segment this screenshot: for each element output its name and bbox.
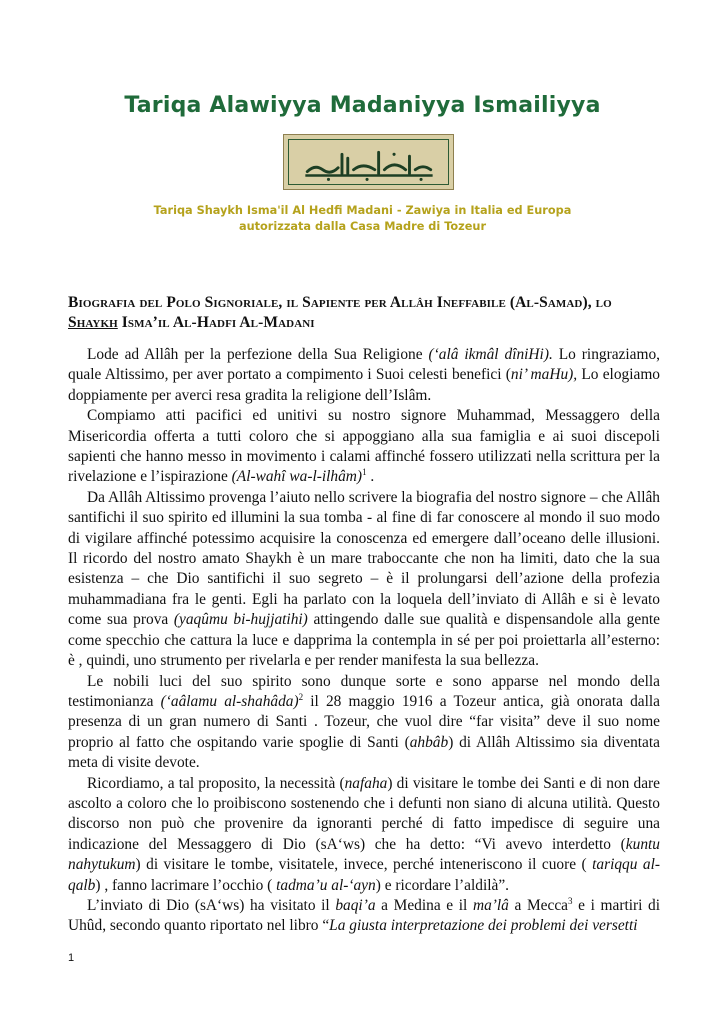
paragraph-4 bbox=[68, 672, 660, 774]
arabic-term: tariqqu al-qalb bbox=[68, 856, 660, 894]
arabic-term: nafaha bbox=[344, 774, 388, 792]
text: ) di visitare le tombe, visitatele, invece, perché inteneriscono il cuore ( bbox=[135, 856, 593, 874]
paragraph-2 bbox=[68, 406, 660, 488]
text: ) di Allâh Altissimo sia diventata meta di visite devote. bbox=[68, 733, 660, 772]
paragraph-1 bbox=[68, 345, 660, 406]
arabic-term: tadma’u al-‘ayn bbox=[276, 876, 376, 894]
text: Lode ad Allâh per la perfezione della Sua Religione bbox=[87, 346, 429, 363]
arabic-term: (‘aâlamu al-shahâda) bbox=[160, 692, 299, 710]
zawiya-seal-logo bbox=[283, 134, 454, 190]
text: ) di visitare le tombe dei Santi e di non dare ascolto a coloro che lo proibiscono sostenendo che i defunti non siano di alcuna utilità. Questo discorso non può che provenire da ignoranti perché di fatto impedisce di seguire una indicazione del Messaggero di Dio (sA‘ws) che ha detto: “Vi avevo interdetto ( bbox=[68, 774, 660, 853]
text: L’inviato di Dio (sA‘ws) ha visitato il bbox=[87, 896, 336, 914]
document-title bbox=[68, 293, 658, 333]
paragraph-3 bbox=[68, 488, 660, 672]
text: Compiamo atti pacifici ed unitivi su nostro signore Muhammad, Messaggero della Misericordia offerta a tutti coloro che si appoggiano alla sua famiglia e ai suoi discepoli sapienti che hanno messo in movimento i calami affinché fossero utilizzati nella scrittura per la rivelazione e l’ispirazione bbox=[68, 407, 660, 486]
arabic-term: ahbâb bbox=[409, 733, 449, 751]
arabic-term: (Al-wahî wa-l-ilhâm) bbox=[231, 468, 363, 486]
text: Lo elogiamo doppiamente per averci resa gradita la religione dell’Islâm. bbox=[68, 366, 660, 404]
text: attingendo dalle sue qualità e dispensandole alla gente come specchio che cattura la luce e dapprima la contempla in sé per poi proiettarla all’esterno: è , quindi, uno strumento per rivelarla e per render manifesta la sua bellezza. bbox=[68, 611, 660, 670]
arabic-term: (yaqûmu bi-hujjatihi) bbox=[173, 611, 308, 629]
paragraph-5 bbox=[68, 774, 660, 896]
title-shaykh-underlined: Shaykh bbox=[68, 314, 118, 331]
text: a Mecca bbox=[508, 896, 568, 914]
page-number: 1 bbox=[68, 952, 75, 964]
text: a Medina e il bbox=[375, 896, 473, 914]
title-line2: Isma’il Al-Hadfi Al-Madani bbox=[117, 314, 315, 331]
header-subtitle-line1: Tariqa Shaykh Isma'il Al Hedfi Madani - Zawiya in Italia ed Europa bbox=[153, 204, 572, 217]
text: il 28 maggio 1916 a Tozeur antica, già onorata dalla presenza di un gran numero di Santi . Tozeur, che vuol dire “far visita” deve il suo nome proprio al fatto che ospitando varie spoglie di Santi ( bbox=[68, 692, 661, 751]
arabic-term: baqi’a bbox=[335, 896, 376, 914]
text: Lo ringraziamo, quale Altissimo, per aver portato a compimento i Suoi celesti benefici ( bbox=[68, 346, 660, 384]
text: ) e ricordare l’aldilà”. bbox=[375, 876, 510, 894]
header-subtitle-line2: autorizzata dalla Casa Madre di Tozeur bbox=[238, 220, 487, 233]
title-line1: Biografia del Polo Signoriale, il Sapiente per Allâh Ineffabile (Al-Samad), lo bbox=[68, 294, 612, 311]
arabic-term: ma’lâ bbox=[472, 896, 509, 914]
arabic-calligraphy-logo bbox=[284, 135, 453, 189]
text: ) , fanno lacrimare l’occhio ( bbox=[95, 876, 277, 894]
footnote-ref: 2 bbox=[298, 691, 304, 702]
text: Da Allâh Altissimo provenga l’aiuto nello scrivere la biografia del nostro signore – che Allâh santifichi il suo spirito ed illumini la sua tomba - al fine di far conoscere al mondo il suo modo di vigilare affinché potessimo acquisire la conoscenza ed emergere dall’oceano delle illusioni. Il ricordo del nostro amato Shaykh è un mare traboccante che non ha limiti, dato che la sua esistenza – che Dio santifichi il suo segreto – è il prolungarsi dell’azione della profezia muhammadiana fra le genti. Egli ha parlato con la loquela dell’inviato di Allâh e si è levato come sua prova bbox=[68, 488, 660, 629]
arabic-term: (‘alâ ikmâl dîniHi). bbox=[428, 346, 553, 363]
book-title: La giusta interpretazione dei problemi dei versetti bbox=[329, 917, 638, 935]
arabic-term: kuntu nahytukum bbox=[68, 835, 660, 874]
text: . bbox=[366, 468, 375, 486]
text: Ricordiamo, a tal proposito, la necessità ( bbox=[87, 774, 345, 792]
footnote-ref: 3 bbox=[568, 895, 573, 906]
footnote-ref: 1 bbox=[362, 467, 367, 478]
document-body bbox=[68, 345, 660, 937]
header-title: Tariqa Alawiyya Madaniyya Ismailiyya bbox=[124, 93, 601, 118]
arabic-term: ni’ maHu), bbox=[510, 366, 578, 384]
text: Le nobili luci del suo spirito sono dunque sorte e sono apparse nel mondo della testimonianza bbox=[68, 672, 660, 710]
paragraph-6 bbox=[68, 896, 660, 937]
text: e i martiri di Uhûd, secondo quanto riportato nel libro “ bbox=[68, 896, 661, 935]
